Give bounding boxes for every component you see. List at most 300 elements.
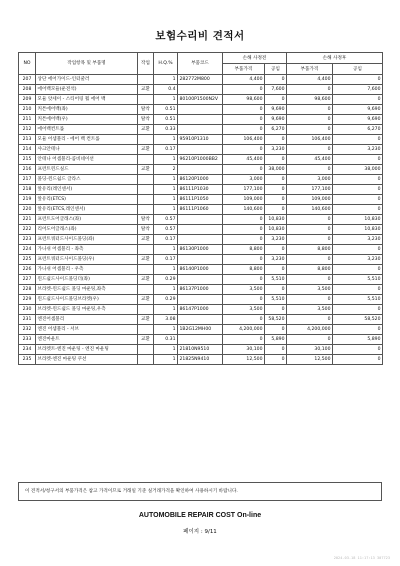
cell-work-type: 교환 <box>138 85 154 95</box>
cell-row-no: 228 <box>19 285 36 295</box>
cell-part-code <box>178 255 223 265</box>
cell-labor-after: 58,520 <box>333 315 383 325</box>
cell-parts-price-after: 0 <box>287 105 333 115</box>
estimate-table <box>18 52 383 365</box>
cell-parts-price-after: 0 <box>287 295 333 305</box>
cell-work-type <box>138 285 154 295</box>
cell-parts-price-after: 3,500 <box>287 305 333 315</box>
cell-row-no: 214 <box>19 145 36 155</box>
cell-labor-after: 0 <box>333 305 383 315</box>
cell-work-type <box>138 325 154 335</box>
cell-work-type: 교환 <box>138 235 154 245</box>
cell-part-code: 86111P1030 <box>178 185 223 195</box>
cell-labor-before: 0 <box>265 175 287 185</box>
cell-item-name: 브라켓트-엔진 마운팅 - 엔진 마운팅 <box>36 345 138 355</box>
cell-parts-price-after: 0 <box>287 315 333 325</box>
cell-work-type <box>138 205 154 215</box>
cell-hqty: 0.51 <box>154 105 178 115</box>
cell-part-code <box>178 215 223 225</box>
cell-labor-before: 3,230 <box>265 235 287 245</box>
cell-parts-price-before: 4,400 <box>223 75 265 85</box>
price-notice: 이 견적서/청구서의 부품가격은 참고 가격이므로 거래일 기준 실거래가격을 확인하여 사용하시기 바랍니다. <box>18 482 382 501</box>
cell-labor-before: 0 <box>265 345 287 355</box>
cell-parts-price-before: 3,000 <box>223 175 265 185</box>
table-row <box>19 185 383 195</box>
cell-item-name: 프런트쿼터드사이드몰딩(우) <box>36 255 138 265</box>
cell-labor-after: 0 <box>333 285 383 295</box>
cell-item-name: 윈드쉴드사이드몰딩브라켓(우) <box>36 295 138 305</box>
cell-labor-before: 0 <box>265 245 287 255</box>
cell-part-code <box>178 225 223 235</box>
cell-row-no: 211 <box>19 115 36 125</box>
cell-part-code <box>178 295 223 305</box>
cell-row-no: 222 <box>19 225 36 235</box>
cell-parts-price-before: 0 <box>223 295 265 305</box>
cell-work-type <box>138 195 154 205</box>
cell-row-no: 208 <box>19 85 36 95</box>
cell-labor-before: 5,890 <box>265 335 287 345</box>
cell-labor-after: 6,270 <box>333 125 383 135</box>
cell-parts-price-before: 0 <box>223 85 265 95</box>
cell-work-type <box>138 305 154 315</box>
cell-part-code: 86147P1000 <box>178 305 223 315</box>
col-header-no: NO <box>19 53 36 75</box>
cell-labor-before: 3,230 <box>265 145 287 155</box>
cell-parts-price-after: 177,100 <box>287 185 333 195</box>
cell-parts-price-after: 0 <box>287 225 333 235</box>
table-row <box>19 135 383 145</box>
cell-row-no: 227 <box>19 275 36 285</box>
cell-item-name: 브라켓-윈드쉴드 몰딩 마운팅,우측 <box>36 305 138 315</box>
cell-parts-price-before: 0 <box>223 125 265 135</box>
cell-labor-before: 0 <box>265 75 287 85</box>
cell-parts-price-before: 30,100 <box>223 345 265 355</box>
cell-labor-after: 5,510 <box>333 275 383 285</box>
cell-part-code: 86137P1000 <box>178 285 223 295</box>
cell-hqty: 0.33 <box>154 125 178 135</box>
cell-work-type: 탈착 <box>138 215 154 225</box>
col-header-labor-before: 공임 <box>265 64 287 75</box>
cell-work-type: 교환 <box>138 295 154 305</box>
cell-part-code: 86120P1000 <box>178 175 223 185</box>
cell-parts-price-after: 0 <box>287 255 333 265</box>
cell-row-no: 226 <box>19 265 36 275</box>
cell-hqty: 1 <box>154 185 178 195</box>
cell-parts-price-after: 106,400 <box>287 135 333 145</box>
cell-labor-after: 10,830 <box>333 215 383 225</box>
cell-work-type <box>138 95 154 105</box>
table-row <box>19 205 383 215</box>
table-row <box>19 155 383 165</box>
cell-row-no: 215 <box>19 155 36 165</box>
cell-row-no: 213 <box>19 135 36 145</box>
cell-item-name: 브라켓-윈드쉴드 몰딩 마운팅,좌측 <box>36 285 138 295</box>
cell-parts-price-after: 0 <box>287 235 333 245</box>
table-row <box>19 265 383 275</box>
cell-labor-after: 0 <box>333 185 383 195</box>
cell-work-type <box>138 245 154 255</box>
cell-work-type: 교환 <box>138 255 154 265</box>
cell-part-code: 1B2G12MH00 <box>178 325 223 335</box>
cell-item-name: 에어백컨트롤 <box>36 125 138 135</box>
cell-labor-after: 38,000 <box>333 165 383 175</box>
cell-labor-after: 0 <box>333 135 383 145</box>
cell-work-type: 교환 <box>138 275 154 285</box>
cell-parts-price-after: 0 <box>287 145 333 155</box>
cell-labor-before: 5,510 <box>265 295 287 305</box>
cell-part-code: 21810N9510 <box>178 345 223 355</box>
cell-hqty: 0.29 <box>154 275 178 285</box>
cell-part-code: 86130P1000 <box>178 245 223 255</box>
cell-labor-before: 0 <box>265 195 287 205</box>
cell-labor-after: 0 <box>333 345 383 355</box>
table-row <box>19 145 383 155</box>
cell-parts-price-before: 98,600 <box>223 95 265 105</box>
table-row <box>19 165 383 175</box>
cell-labor-after: 3,230 <box>333 145 383 155</box>
document-title: 보험수리비 견적서 <box>155 30 245 42</box>
table-row <box>19 105 383 115</box>
cell-work-type <box>138 75 154 85</box>
cell-work-type <box>138 135 154 145</box>
cell-hqty: 1 <box>154 325 178 335</box>
cell-labor-before: 0 <box>265 205 287 215</box>
page-number: 페이지 : 9/11 <box>183 529 217 535</box>
cell-labor-after: 0 <box>333 245 383 255</box>
cell-labor-after: 0 <box>333 195 383 205</box>
cell-labor-after: 5,510 <box>333 295 383 305</box>
table-row <box>19 255 383 265</box>
cell-labor-before: 0 <box>265 155 287 165</box>
cell-labor-before: 0 <box>265 185 287 195</box>
cell-row-no: 221 <box>19 215 36 225</box>
table-row <box>19 175 383 185</box>
cell-item-name: 브라켓-엔진 마운팅 쿠션 <box>36 355 138 365</box>
cell-part-code: 95910P1310 <box>178 135 223 145</box>
cell-row-no: 207 <box>19 75 36 85</box>
cell-hqty: 0.17 <box>154 145 178 155</box>
cell-parts-price-before: 0 <box>223 115 265 125</box>
cell-parts-price-before: 0 <box>223 225 265 235</box>
cell-labor-before: 7,600 <box>265 85 287 95</box>
cell-row-no: 225 <box>19 255 36 265</box>
cell-item-name: 엔진어셈블리 <box>36 315 138 325</box>
print-timestamp: 2024-03-18 11:17:13 307723 <box>333 556 390 560</box>
cell-hqty: 0.57 <box>154 215 178 225</box>
cell-item-name: 가니쉬 어셈블리 - 우측 <box>36 265 138 275</box>
cell-labor-before: 3,230 <box>265 255 287 265</box>
cell-parts-price-before: 4,200,000 <box>223 325 265 335</box>
cell-parts-price-after: 0 <box>287 115 333 125</box>
cell-parts-price-before: 0 <box>223 315 265 325</box>
cell-parts-price-after: 4,200,000 <box>287 325 333 335</box>
cell-part-code <box>178 335 223 345</box>
table-row <box>19 335 383 345</box>
cell-hqty: 1 <box>154 355 178 365</box>
cell-part-code <box>178 125 223 135</box>
cell-labor-before: 0 <box>265 355 287 365</box>
cell-work-type <box>138 345 154 355</box>
cell-labor-before: 10,830 <box>265 225 287 235</box>
cell-parts-price-before: 0 <box>223 165 265 175</box>
cell-work-type: 교환 <box>138 335 154 345</box>
cell-parts-price-before: 0 <box>223 335 265 345</box>
cell-row-no: 234 <box>19 345 36 355</box>
cell-work-type: 탈착 <box>138 225 154 235</box>
cell-item-name: 에어백모듈(운전석) <box>36 85 138 95</box>
cell-hqty: 1 <box>154 95 178 105</box>
cell-hqty: 0.17 <box>154 235 178 245</box>
col-header-item: 작업항목 및 부품명 <box>36 53 138 75</box>
cell-parts-price-after: 140,600 <box>287 205 333 215</box>
cell-row-no: 229 <box>19 295 36 305</box>
cell-part-code <box>178 115 223 125</box>
cell-item-name: 커튼에어백(우) <box>36 115 138 125</box>
cell-parts-price-after: 0 <box>287 335 333 345</box>
cell-row-no: 231 <box>19 315 36 325</box>
cell-parts-price-after: 12,500 <box>287 355 333 365</box>
cell-hqty: 1 <box>154 265 178 275</box>
cell-labor-after: 9,690 <box>333 115 383 125</box>
cell-parts-price-after: 8,800 <box>287 245 333 255</box>
cell-labor-after: 3,230 <box>333 235 383 245</box>
cell-row-no: 220 <box>19 205 36 215</box>
cell-labor-after: 0 <box>333 205 383 215</box>
cell-work-type <box>138 355 154 365</box>
cell-parts-price-before: 0 <box>223 255 265 265</box>
table-row <box>19 235 383 245</box>
cell-hqty: 0.4 <box>154 85 178 95</box>
cell-parts-price-after: 8,800 <box>287 265 333 275</box>
cell-parts-price-before: 140,600 <box>223 205 265 215</box>
table-row <box>19 225 383 235</box>
cell-labor-before: 58,520 <box>265 315 287 325</box>
cell-parts-price-before: 106,400 <box>223 135 265 145</box>
cell-row-no: 216 <box>19 165 36 175</box>
cell-row-no: 232 <box>19 325 36 335</box>
cell-part-code: 86140P1000 <box>178 265 223 275</box>
cell-row-no: 223 <box>19 235 36 245</box>
cell-labor-after: 0 <box>333 265 383 275</box>
cell-labor-before: 0 <box>265 265 287 275</box>
cell-hqty: 1 <box>154 205 178 215</box>
cell-row-no: 233 <box>19 335 36 345</box>
cell-hqty: 0.51 <box>154 115 178 125</box>
cell-item-name: 윈드쉴드사이드몰딩더(좌) <box>36 275 138 285</box>
cell-part-code <box>178 105 223 115</box>
cell-parts-price-before: 0 <box>223 145 265 155</box>
cell-hqty: 1 <box>154 305 178 315</box>
cell-labor-after: 0 <box>333 95 383 105</box>
cell-parts-price-after: 4,400 <box>287 75 333 85</box>
col-header-code: 부품코드 <box>178 53 223 75</box>
col-header-parts-price-before: 부품가격 <box>223 64 265 75</box>
cell-parts-price-after: 98,600 <box>287 95 333 105</box>
table-row <box>19 305 383 315</box>
cell-part-code: 96210P1000BB2 <box>178 155 223 165</box>
cell-parts-price-before: 8,800 <box>223 265 265 275</box>
cell-part-code: 282772M800 <box>178 75 223 85</box>
cell-item-name: 가니쉬 어셈블리 - 좌측 <box>36 245 138 255</box>
cell-item-name: 엔진마운트 <box>36 335 138 345</box>
cell-part-code: 80100P1500N2V <box>178 95 223 105</box>
cell-work-type: 탈착 <box>138 115 154 125</box>
cell-item-name: 프런트도어글래스(좌) <box>36 215 138 225</box>
footer-app-name: AUTOMOBILE REPAIR COST On-line <box>138 512 262 519</box>
table-row <box>19 245 383 255</box>
cell-item-name: 리어도어글래스(좌) <box>36 225 138 235</box>
cell-parts-price-after: 3,500 <box>287 285 333 295</box>
cell-parts-price-after: 0 <box>287 165 333 175</box>
cell-labor-before: 38,000 <box>265 165 287 175</box>
cell-row-no: 235 <box>19 355 36 365</box>
cell-labor-before: 0 <box>265 95 287 105</box>
cell-parts-price-after: 45,400 <box>287 155 333 165</box>
header-row-group <box>19 53 383 64</box>
table-row <box>19 325 383 335</box>
cell-parts-price-before: 0 <box>223 275 265 285</box>
cell-hqty: 0.57 <box>154 225 178 235</box>
cell-parts-price-before: 8,800 <box>223 245 265 255</box>
cell-row-no: 219 <box>19 195 36 205</box>
table-row <box>19 95 383 105</box>
cell-labor-after: 9,690 <box>333 105 383 115</box>
cell-parts-price-after: 0 <box>287 85 333 95</box>
cell-labor-before: 9,690 <box>265 105 287 115</box>
cell-row-no: 212 <box>19 125 36 135</box>
cell-work-type <box>138 175 154 185</box>
cell-part-code: 86111P1060 <box>178 205 223 215</box>
cell-part-code <box>178 275 223 285</box>
cell-work-type: 교환 <box>138 165 154 175</box>
table-row <box>19 345 383 355</box>
cell-parts-price-after: 0 <box>287 125 333 135</box>
col-header-work: 작업 <box>138 53 154 75</box>
cell-parts-price-after: 109,000 <box>287 195 333 205</box>
cell-labor-before: 6,270 <box>265 125 287 135</box>
table-row <box>19 285 383 295</box>
cell-hqty: 3.08 <box>154 315 178 325</box>
cell-parts-price-before: 3,500 <box>223 305 265 315</box>
cell-item-name: 상단 에어가이드-인터쿨러 <box>36 75 138 85</box>
cell-work-type: 탈착 <box>138 105 154 115</box>
cell-labor-after: 0 <box>333 175 383 185</box>
table-row <box>19 115 383 125</box>
table-row <box>19 295 383 305</box>
cell-labor-before: 0 <box>265 285 287 295</box>
cell-item-name: 프런트윈드실드 <box>36 165 138 175</box>
cell-hqty: 1 <box>154 285 178 295</box>
cell-parts-price-after: 0 <box>287 275 333 285</box>
table-row <box>19 75 383 85</box>
col-header-labor-after: 공임 <box>333 64 383 75</box>
cell-parts-price-before: 0 <box>223 235 265 245</box>
cell-parts-price-before: 45,400 <box>223 155 265 165</box>
cell-hqty: 1 <box>154 75 178 85</box>
cell-parts-price-after: 0 <box>287 215 333 225</box>
cell-item-name: 몰딩-윈드쉴드 글라스 <box>36 175 138 185</box>
cell-parts-price-before: 109,000 <box>223 195 265 205</box>
cell-row-no: 210 <box>19 105 36 115</box>
col-header-before-group: 손해 사정전 <box>223 53 287 64</box>
cell-labor-after: 0 <box>333 355 383 365</box>
cell-work-type <box>138 185 154 195</box>
cell-hqty: 0.17 <box>154 255 178 265</box>
col-header-hqty: H.Q.% <box>154 53 178 75</box>
cell-part-code <box>178 165 223 175</box>
cell-hqty: 1 <box>154 345 178 355</box>
cell-item-name: 모듈 어셈블리 - 에어 백 컨트롤 <box>36 135 138 145</box>
cell-part-code <box>178 145 223 155</box>
col-header-parts-price-after: 부품가격 <box>287 64 333 75</box>
cell-part-code <box>178 85 223 95</box>
cell-item-name: 모듈 앗세이 - 스티어링 휠 에어 백 <box>36 95 138 105</box>
cell-work-type: 교환 <box>138 145 154 155</box>
cell-hqty: 2 <box>154 165 178 175</box>
cell-item-name: 샤크안테나 <box>36 145 138 155</box>
table-row <box>19 355 383 365</box>
cell-labor-after: 0 <box>333 325 383 335</box>
cell-row-no: 230 <box>19 305 36 315</box>
cell-labor-after: 5,890 <box>333 335 383 345</box>
cell-hqty: 1 <box>154 135 178 145</box>
cell-hqty: 0.31 <box>154 335 178 345</box>
cell-row-no: 218 <box>19 185 36 195</box>
cell-hqty: 0.29 <box>154 295 178 305</box>
cell-item-name: 엔진 어셈블리 - 서브 <box>36 325 138 335</box>
table-row <box>19 215 383 225</box>
cell-part-code: 86111P1050 <box>178 195 223 205</box>
col-header-after-group: 손해 사정후 <box>287 53 383 64</box>
cell-part-code <box>178 235 223 245</box>
cell-labor-before: 0 <box>265 135 287 145</box>
table-row <box>19 125 383 135</box>
cell-work-type: 교환 <box>138 315 154 325</box>
cell-parts-price-before: 12,500 <box>223 355 265 365</box>
cell-work-type: 교환 <box>138 125 154 135</box>
estimate-table-body <box>19 75 383 365</box>
cell-parts-price-after: 30,100 <box>287 345 333 355</box>
cell-labor-before: 10,830 <box>265 215 287 225</box>
cell-parts-price-before: 177,100 <box>223 185 265 195</box>
cell-item-name: 안테나 어셈블리-콤비네이션 <box>36 155 138 165</box>
cell-hqty: 1 <box>154 175 178 185</box>
cell-parts-price-before: 3,500 <box>223 285 265 295</box>
table-row <box>19 85 383 95</box>
cell-hqty: 1 <box>154 245 178 255</box>
cell-hqty: 1 <box>154 155 178 165</box>
cell-row-no: 217 <box>19 175 36 185</box>
cell-parts-price-before: 0 <box>223 105 265 115</box>
cell-labor-before: 0 <box>265 305 287 315</box>
table-row <box>19 195 383 205</box>
cell-work-type <box>138 265 154 275</box>
cell-row-no: 209 <box>19 95 36 105</box>
cell-labor-after: 0 <box>333 75 383 85</box>
cell-hqty: 1 <box>154 195 178 205</box>
cell-labor-after: 0 <box>333 155 383 165</box>
cell-work-type <box>138 155 154 165</box>
cell-item-name: 앞유리(ETCS,레인센서) <box>36 205 138 215</box>
cell-labor-after: 7,600 <box>333 85 383 95</box>
cell-parts-price-after: 3,000 <box>287 175 333 185</box>
table-row <box>19 315 383 325</box>
cell-labor-after: 3,230 <box>333 255 383 265</box>
cell-labor-before: 5,510 <box>265 275 287 285</box>
cell-item-name: 커튼에어백(좌) <box>36 105 138 115</box>
cell-parts-price-before: 0 <box>223 215 265 225</box>
cell-part-code <box>178 315 223 325</box>
